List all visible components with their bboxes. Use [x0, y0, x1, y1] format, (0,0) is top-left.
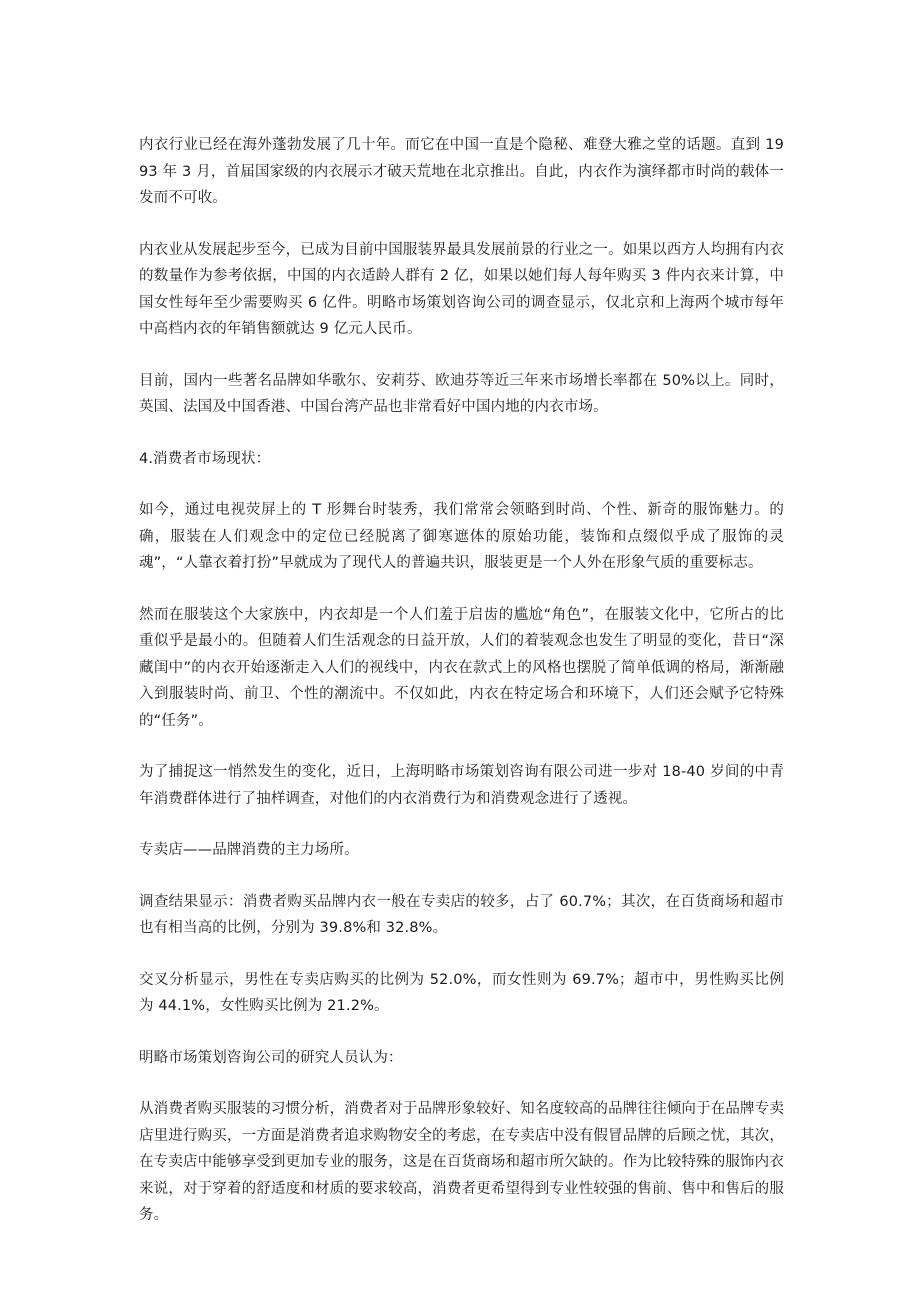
paragraph-purchase-habits: 从消费者购买服装的习惯分析，消费者对于品牌形象较好、知名度较高的品牌往往倾向于在品牌专卖店里进行购买，一方面是消费者追求购物安全的考虑，在专卖店中没有假冒品牌的后顾之忧，其次，在专卖店中能够享受到更加专业的服务，这是在百货商场和超市所欠缺的。作为比较特殊的服饰内衣来说，对于穿着的舒适度和材质的要求较高，消费者更希望得到专业性较强的售前、售中和售后的服务。: [139, 1101, 784, 1223]
paragraph-intro: 内衣行业已经在海外蓬勃发展了几十年。而它在中国一直是个隐秘、难登大雅之堂的话题。直到 1993 年 3 月，首届国家级的内衣展示才破天荒地在北京推出。自此，内衣作为演绎都市时尚的载体一发而不可收。: [139, 137, 784, 206]
paragraph-underwear-role: 然而在服装这个大家族中，内衣却是一个人们羞于启齿的尴尬“角色”，在服装文化中，它所占的比重似乎是最小的。但随着人们生活观念的日益开放，人们的着装观念也发生了明显的变化，昔日“深藏闺中”的内衣开始逐渐走入人们的视线中，内衣在款式上的风格也摆脱了简单低调的格局，渐渐融入到服装时尚、前卫、个性的潮流中。不仅如此，内衣在特定场合和环境下，人们还会赋予它特殊的“任务”。: [139, 606, 784, 729]
paragraph-survey-intro: 为了捕捉这一悄然发生的变化，近日，上海明略市场策划咨询有限公司进一步对 18-40 岁间的中青年消费群体进行了抽样调查，对他们的内衣消费行为和消费观念进行了透视。: [139, 764, 784, 807]
paragraph-fashion-trend: 如今，通过电视荧屏上的 T 形舞台时装秀，我们常常会领略到时尚、个性、新奇的服饰魅力。的确，服装在人们观念中的定位已经脱离了御寒遮体的原始功能，装饰和点缀似乎成了服饰的灵魂”，“人靠衣着打扮”早就成为了现代人的普遍共识，服装更是一个人外在形象气质的重要标志。: [139, 502, 784, 571]
paragraph-market-size: 内衣业从发展起步至今，已成为目前中国服装界最具发展前景的行业之一。如果以西方人均拥有内衣的数量作为参考依据，中国的内衣适龄人群有 2 亿，如果以她们每人每年购买 3 件内衣来计算，中国女性每年至少需要购买 6 亿件。明略市场策划咨询公司的调查显示，仅北京和上海两个城市每年中高档内衣的年销售额就达 9 亿元人民币。: [139, 241, 784, 337]
paragraph-researchers: 明略市场策划咨询公司的研究人员认为：: [139, 1049, 403, 1066]
paragraph-brands-growth: 目前，国内一些著名品牌如华歌尔、安莉芬、欧迪芬等近三年来市场增长率都在 50%以上。同时，英国、法国及中国香港、中国台湾产品也非常看好中国内地的内衣市场。: [139, 372, 784, 415]
paragraph-survey-results: 调查结果显示：消费者购买品牌内衣一般在专卖店的较多，占了 60.7%；其次，在百货商场和超市也有相当高的比例，分别为 39.8%和 32.8%。: [139, 893, 784, 936]
subheading-specialty-store: 专卖店——品牌消费的主力场所。: [139, 842, 359, 858]
document-body: [139, 132, 784, 1254]
section-heading-consumer-market: 4.消费者市场现状：: [139, 450, 271, 467]
paragraph-cross-analysis: 交叉分析显示，男性在专卖店购买的比例为 52.0%，而女性则为 69.7%；超市中，男性购买比例为 44.1%，女性购买比例为 21.2%。: [139, 971, 784, 1014]
